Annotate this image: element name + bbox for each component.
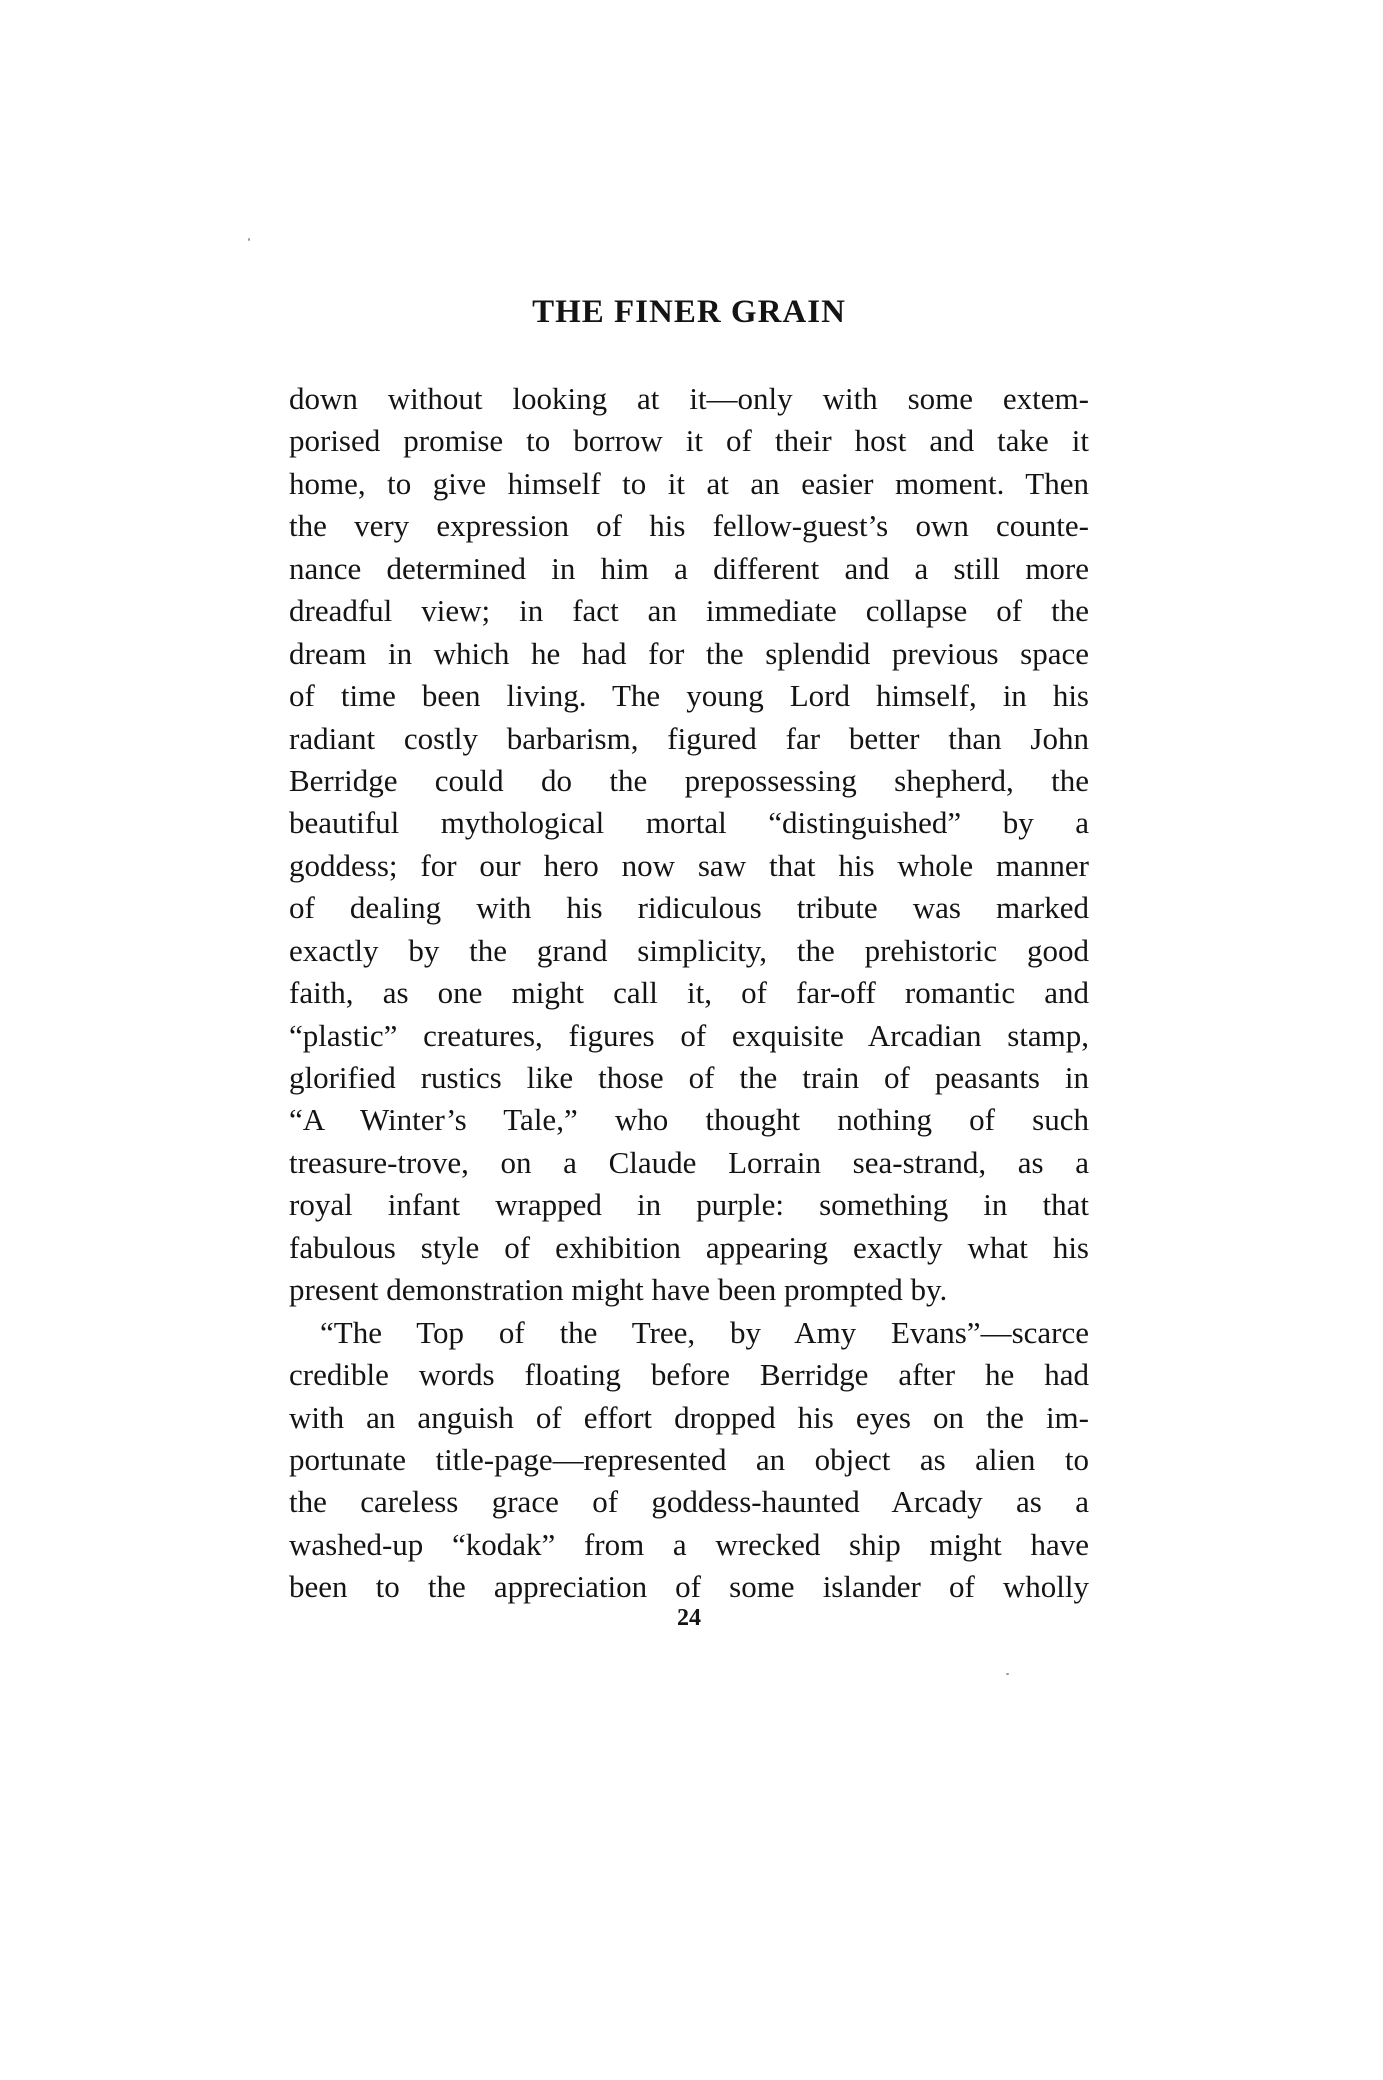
- text-line: been to the appreciation of some islander of wholly: [289, 1569, 1089, 1605]
- text-line: nance determined in him a different and a still more: [289, 550, 1089, 586]
- text-line: “plastic” creatures, figures of exquisite Arcadian stamp,: [289, 1017, 1089, 1053]
- text-line: down without looking at it—only with some extem-: [289, 381, 1089, 416]
- text-line: Berridge could do the prepossessing shepherd, the: [289, 762, 1089, 798]
- paragraph-1: [289, 378, 1089, 1312]
- text-line: fabulous style of exhibition appearing exactly what his: [289, 1229, 1089, 1265]
- text-line: dream in which he had for the splendid previous space: [289, 635, 1089, 671]
- text-line: with an anguish of effort dropped his eyes on the im-: [289, 1399, 1089, 1435]
- text-line: treasure-trove, on a Claude Lorrain sea-strand, as a: [289, 1144, 1089, 1180]
- paper-speck: [1006, 1673, 1009, 1675]
- text-line: the very expression of his fellow-guest’s own counte-: [289, 508, 1089, 544]
- text-line: “A Winter’s Tale,” who thought nothing of such: [289, 1102, 1089, 1138]
- text-line: home, to give himself to it at an easier moment. Then: [289, 465, 1089, 501]
- page-number: 24: [677, 1605, 701, 1631]
- text-line: exactly by the grand simplicity, the prehistoric good: [289, 932, 1089, 968]
- text-line: of dealing with his ridiculous tribute was marked: [289, 890, 1089, 926]
- text-line: washed-up “kodak” from a wrecked ship might have: [289, 1526, 1089, 1562]
- text-line: the careless grace of goddess-haunted Arcady as a: [289, 1484, 1089, 1520]
- text-line: royal infant wrapped in purple: something in that: [289, 1187, 1089, 1223]
- paragraph-2: [289, 1312, 1089, 1609]
- text-line: portunate title-page—represented an object as alien to: [289, 1441, 1089, 1477]
- text-line: of time been living. The young Lord himself, in his: [289, 678, 1089, 714]
- text-line: glorified rustics like those of the train of peasants in: [289, 1060, 1089, 1095]
- text-line: goddess; for our hero now saw that his whole manner: [289, 847, 1089, 883]
- paper-speck: [248, 238, 250, 241]
- text-line: beautiful mythological mortal “distinguished” by a: [289, 805, 1089, 841]
- running-title: THE FINER GRAIN: [532, 294, 846, 330]
- text-line: dreadful view; in fact an immediate collapse of the: [289, 593, 1089, 629]
- body-text: [289, 378, 1089, 1609]
- text-line: “The Top of the Tree, by Amy Evans”—scarce: [320, 1314, 1089, 1350]
- text-line: present demonstration might have been prompted by.: [289, 1272, 948, 1308]
- text-line: porised promise to borrow it of their host and take it: [289, 423, 1089, 459]
- text-line: credible words floating before Berridge after he had: [289, 1357, 1089, 1393]
- text-line: radiant costly barbarism, figured far better than John: [289, 720, 1089, 756]
- text-line: faith, as one might call it, of far-off romantic and: [289, 975, 1089, 1011]
